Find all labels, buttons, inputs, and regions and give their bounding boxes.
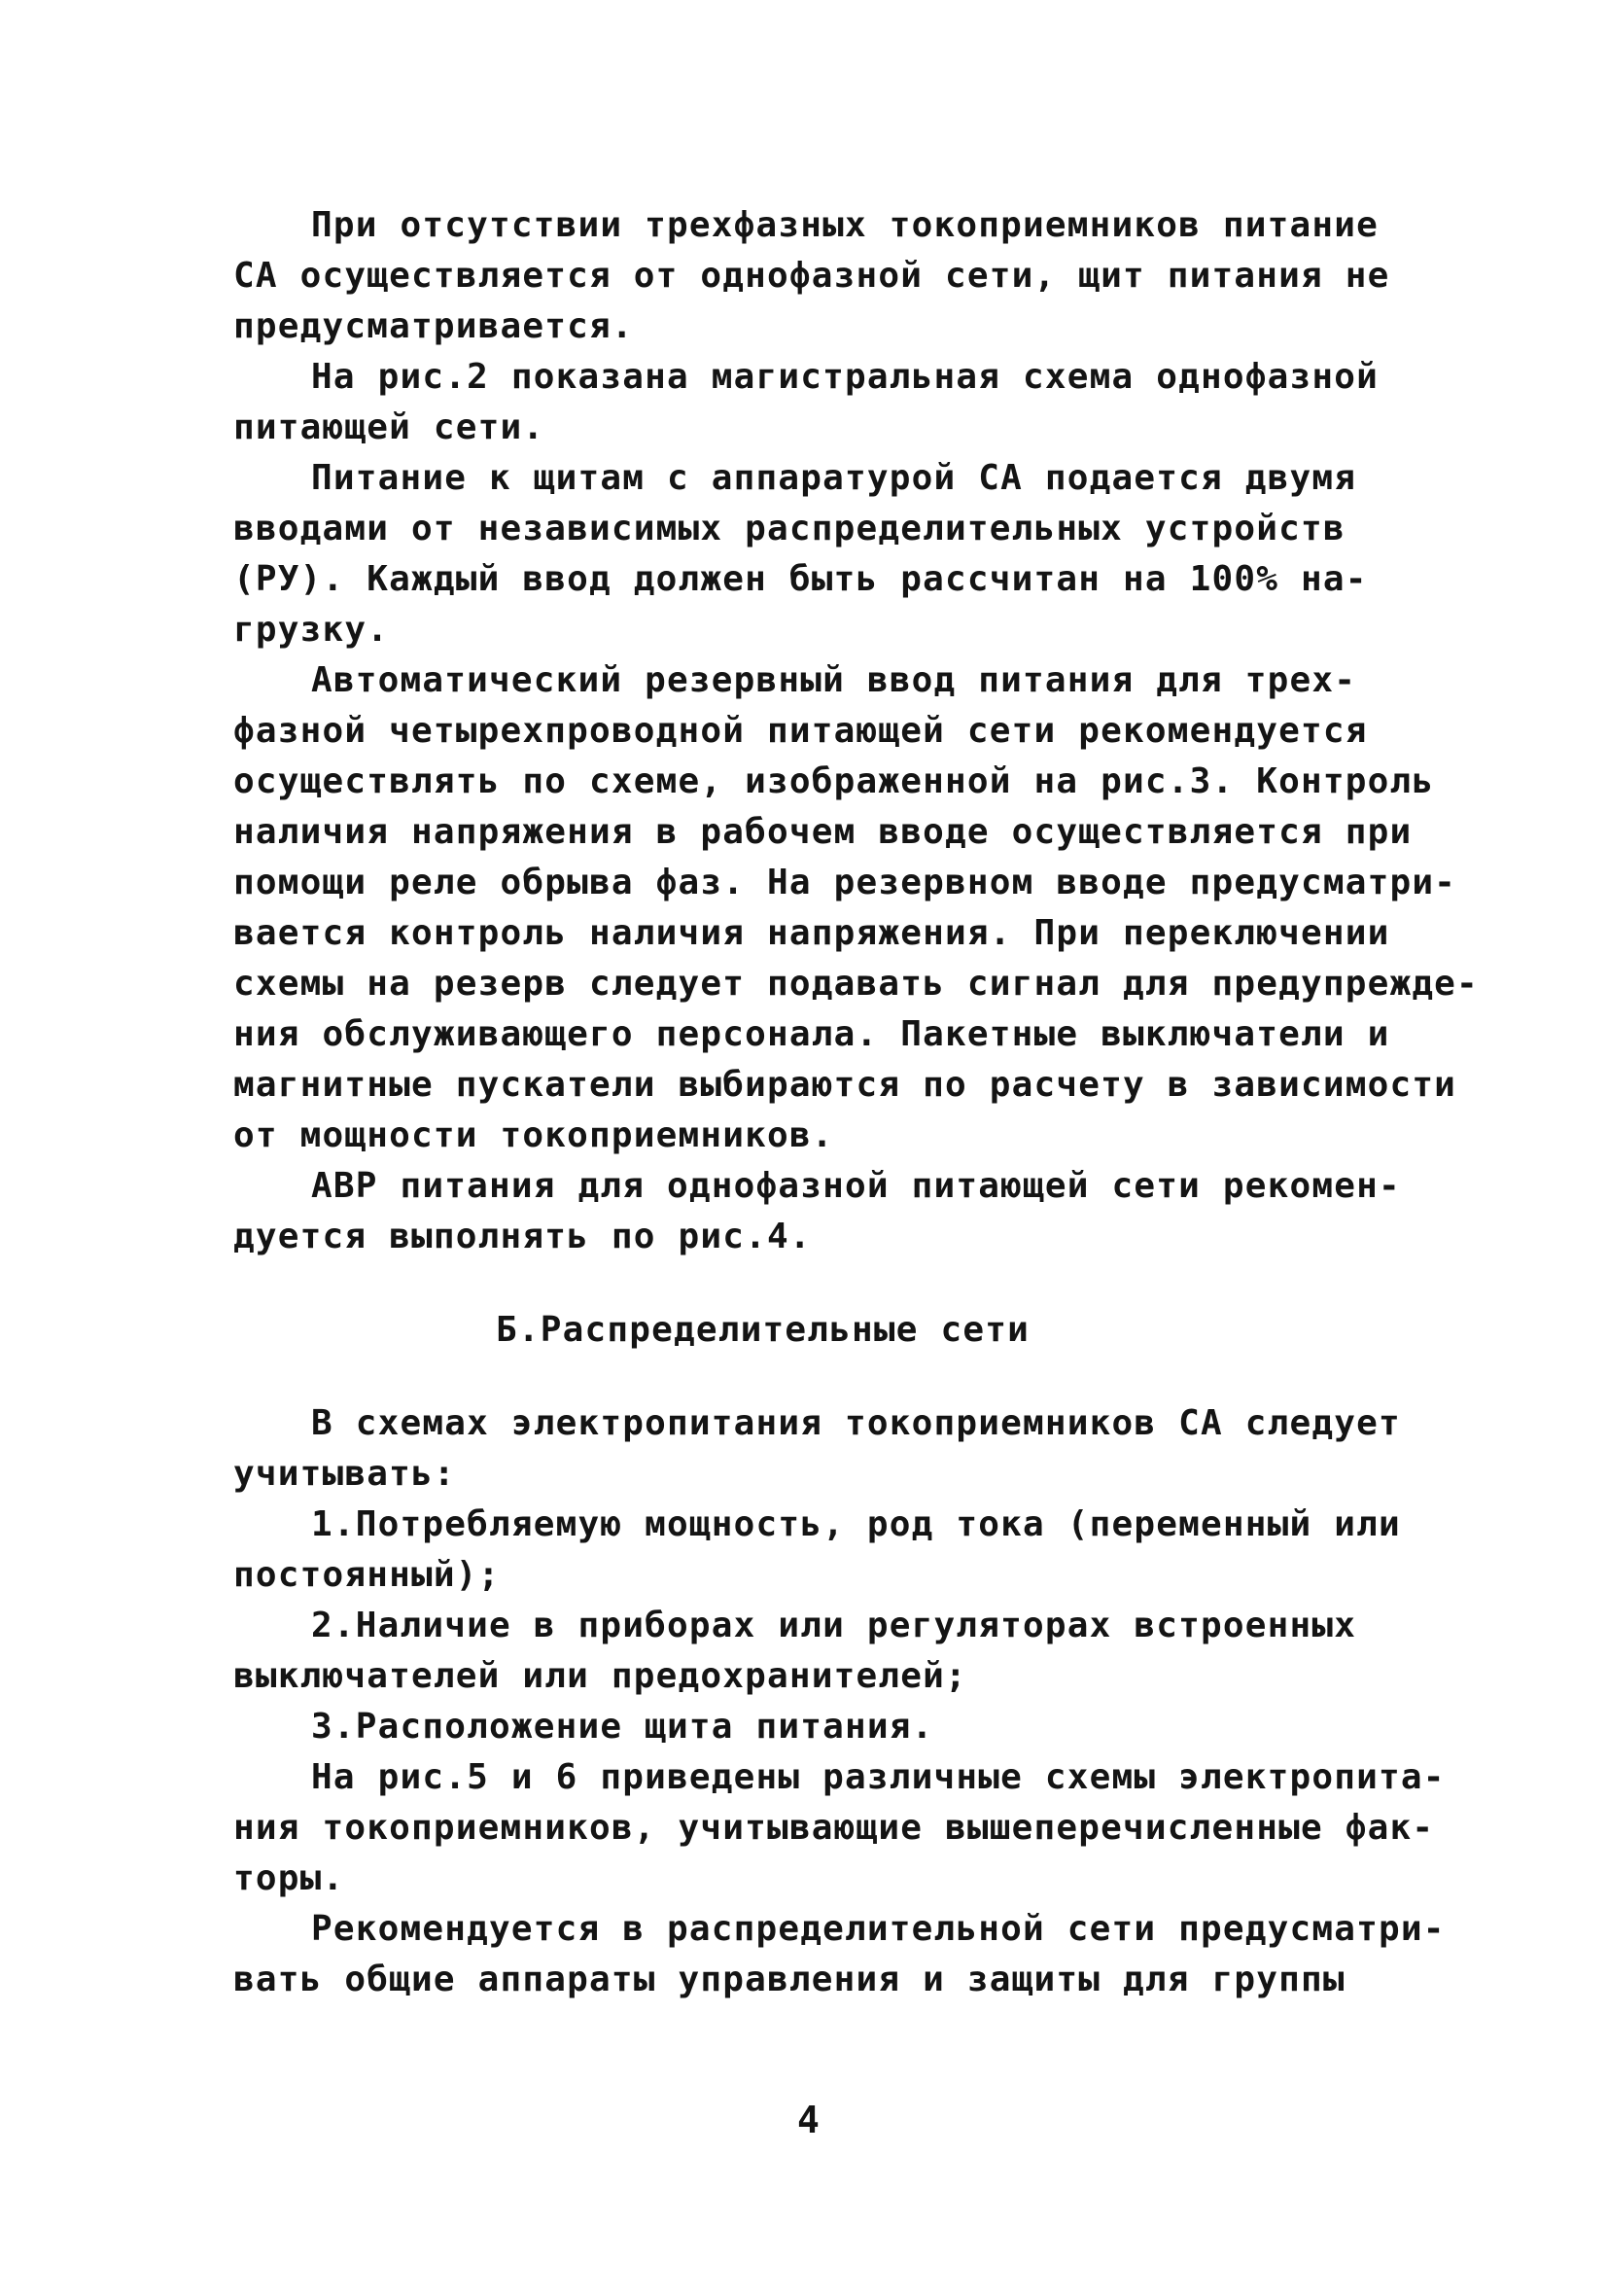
text-line: вать общие аппараты управления и защиты для группы [233,1960,1346,1999]
text-line: помощи реле обрыва фаз. На резервном вводе предусматри- [233,863,1457,902]
text-line: магнитные пускатели выбираются по расчету в зависимости [233,1065,1457,1105]
text-line: питающей сети. [233,407,545,447]
section-heading: Б.Распределительные сети [496,1310,1030,1350]
text-line: 3.Расположение щита питания. [311,1707,934,1747]
text-line: дуется выполнять по рис.4. [233,1217,812,1256]
text-line: ния токоприемников, учитывающие вышеперечисленные фак- [233,1808,1435,1848]
text-line: СА осуществляется от однофазной сети, щит питания не [233,256,1390,296]
text-line: При отсутствии трехфазных токоприемников питание [311,205,1379,245]
text-line: фазной четырехпроводной питающей сети рекомендуется [233,711,1368,751]
text-line: наличия напряжения в рабочем вводе осуществляется при [233,812,1413,852]
text-line: ния обслуживающего персонала. Пакетные выключатели и [233,1014,1390,1054]
text-line: осуществлять по схеме, изображенной на рис.3. Контроль [233,761,1435,801]
text-line: 2.Наличие в приборах или регуляторах встроенных [311,1606,1357,1645]
text-line: На рис.2 показана магистральная схема однофазной [311,357,1379,397]
text-line: выключателей или предохранителей; [233,1656,967,1696]
text-line: от мощности токоприемников. [233,1115,834,1155]
text-line: схемы на резерв следует подавать сигнал для предупрежде- [233,964,1479,1004]
text-line: В схемах электропитания токоприемников СА следует [311,1403,1401,1443]
text-line: торы. [233,1858,345,1898]
text-line: (РУ). Каждый ввод должен быть рассчитан на 100% на- [233,559,1368,599]
text-line: Рекомендуется в распределительной сети предусматри- [311,1909,1446,1949]
text-line: постоянный); [233,1555,501,1595]
text-line: предусматривается. [233,306,634,346]
text-line: вводами от независимых распределительных устройств [233,509,1346,548]
text-line: На рис.5 и 6 приведены различные схемы электропита- [311,1757,1446,1797]
text-line: грузку. [233,610,390,650]
text-line: Питание к щитам с аппаратурой СА подается двумя [311,458,1357,498]
text-line: АВР питания для однофазной питающей сети рекомен- [311,1166,1401,1206]
text-line: учитывать: [233,1454,456,1494]
text-line: 1.Потребляемую мощность, род тока (переменный или [311,1504,1401,1544]
page-number: 4 [797,2099,820,2141]
text-line: Автоматический резервный ввод питания для трех- [311,660,1357,700]
text-line: вается контроль наличия напряжения. При переключении [233,913,1390,953]
